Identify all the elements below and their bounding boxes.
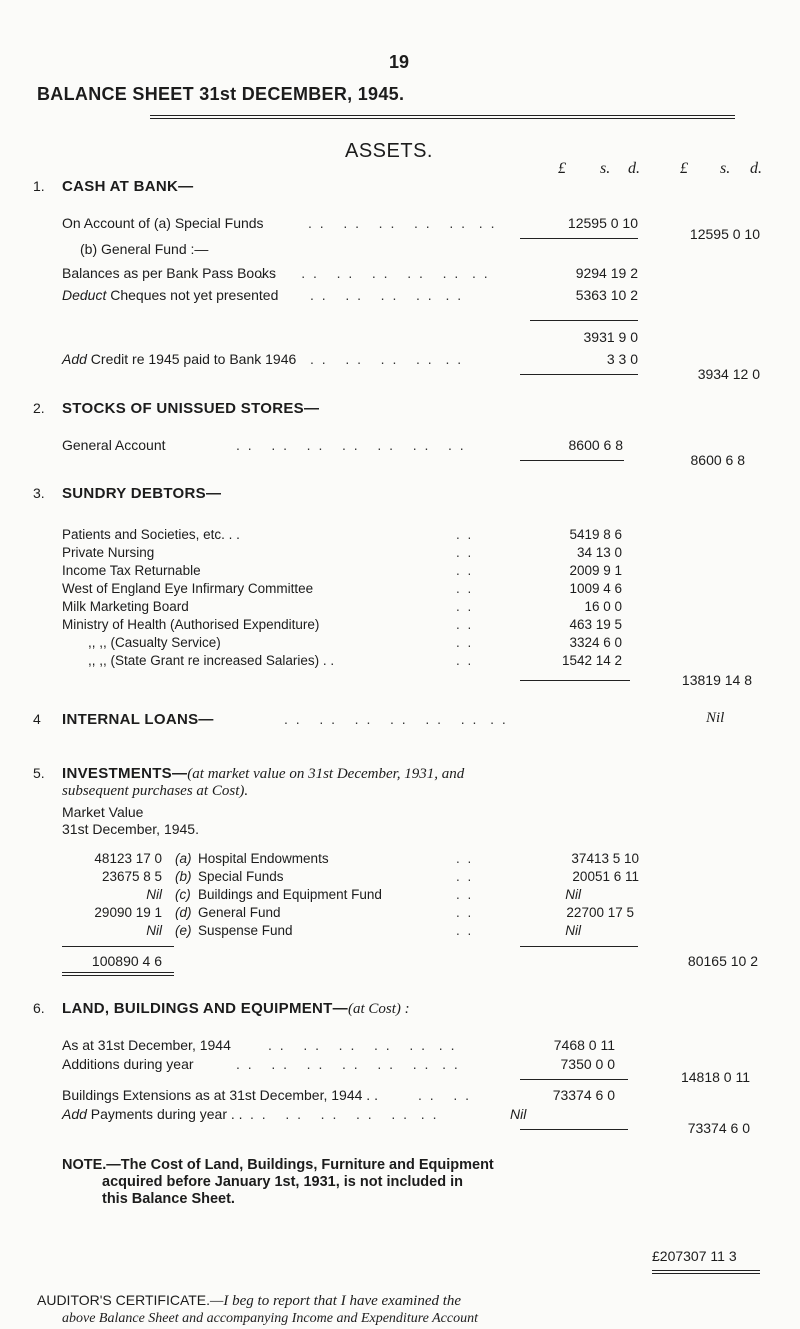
extensions-label: Buildings Extensions as at 31st December, 1944 . . xyxy=(62,1087,378,1103)
leader-dots: . . . . . . . . . . . . . . xyxy=(236,437,466,453)
investment-label: Special Funds xyxy=(198,869,284,884)
section6-title-note: (at Cost) : xyxy=(347,1001,410,1017)
investment-amount: 20051 6 11 xyxy=(572,869,639,884)
market-value: Nil xyxy=(146,887,162,902)
investment-label: Buildings and Equipment Fund xyxy=(198,887,382,902)
debtor-label: West of England Eye Infirmary Committee xyxy=(62,581,314,596)
balances-label: Balances as per Bank Pass Books xyxy=(62,265,277,281)
special-funds-total: 12595 0 10 xyxy=(689,226,760,242)
section1-title: CASH AT BANK— xyxy=(62,178,194,195)
page-number: 19 xyxy=(389,52,410,72)
section2-title: STOCKS OF UNISSUED STORES— xyxy=(62,400,320,417)
additions-amount: 7350 0 0 xyxy=(560,1056,615,1072)
land-total: 73374 6 0 xyxy=(687,1120,750,1136)
assets-heading: ASSETS. xyxy=(345,140,433,162)
investment-amount: 37413 5 10 xyxy=(571,851,639,866)
debtor-amount: 16 0 0 xyxy=(584,599,622,614)
debtor-amount: 34 13 0 xyxy=(576,545,622,560)
market-value: 48123 17 0 xyxy=(94,851,162,866)
section3-number: 3. xyxy=(33,485,45,501)
leader-dots: . . . . . . . . . . xyxy=(456,851,474,938)
title-double-rule xyxy=(150,115,735,119)
market-value-total: 100890 4 6 xyxy=(91,953,162,969)
balances-amount: 9294 19 2 xyxy=(575,265,638,281)
col-pound-2: £ xyxy=(680,160,688,177)
subtotal-rule xyxy=(530,320,638,321)
col-pence-1: d. xyxy=(628,160,640,177)
section5-title-note: (at market value on 31st December, 1931, and xyxy=(187,766,465,782)
grand-total: £207307 11 3 xyxy=(652,1248,737,1264)
debtor-label: Private Nursing xyxy=(62,545,155,560)
investment-label: Suspense Fund xyxy=(198,923,293,938)
additions-label: Additions during year xyxy=(62,1056,194,1072)
investments-total: 80165 10 2 xyxy=(687,953,758,969)
section2-number: 2. xyxy=(33,400,45,416)
section1-number: 1. xyxy=(33,178,45,194)
debtor-amount: 2009 9 1 xyxy=(569,563,622,578)
internal-loans-total: Nil xyxy=(706,710,725,726)
section3-title: SUNDRY DEBTORS— xyxy=(62,485,222,502)
section6-title: LAND, BUILDINGS AND EQUIPMENT— xyxy=(62,1000,348,1017)
subtotal-rule xyxy=(520,238,638,239)
leader-dots: . . . . xyxy=(418,1087,472,1103)
extensions-amount: 73374 6 0 xyxy=(552,1087,615,1103)
stores-total: 8600 6 8 xyxy=(690,452,745,468)
subtotal-rule xyxy=(520,1079,628,1080)
deduct-line xyxy=(62,287,278,303)
leader-dots: . . . . . . . . . . . . xyxy=(308,215,497,231)
col-pound-1: £ xyxy=(558,160,566,177)
subtotal-rule xyxy=(520,374,638,375)
debtor-label: ,, ,, (Casualty Service) xyxy=(88,635,221,650)
leader-dots: . . . . . . . . . . . . . . xyxy=(236,1056,460,1072)
market-value-label: Market Value xyxy=(62,804,144,820)
section5-heading xyxy=(62,765,464,783)
auditor-certificate xyxy=(37,1292,461,1310)
debtor-label: ,, ,, (State Grant re increased Salaries) . . xyxy=(88,653,335,668)
cost-note-line: this Balance Sheet. xyxy=(102,1191,235,1207)
debtor-label: Ministry of Health (Authorised Expenditure) xyxy=(62,617,320,632)
deduct-amount: 5363 10 2 xyxy=(575,287,638,303)
market-value-date: 31st December, 1945. xyxy=(62,821,199,837)
market-value: Nil xyxy=(146,923,162,938)
deduct-label: Cheques not yet presented xyxy=(106,287,279,303)
add-payments-prefix: Add xyxy=(62,1106,87,1122)
debtor-label: Milk Marketing Board xyxy=(62,599,189,614)
col-pence-2: d. xyxy=(750,160,762,177)
investment-amount: Nil xyxy=(565,887,581,902)
add-payments-amount: Nil xyxy=(510,1106,527,1122)
leader-dots: . . . . . . . . . . xyxy=(310,287,464,303)
auditor-text: —I beg to report that I have examined the xyxy=(210,1293,462,1309)
cost-note-line: NOTE.—The Cost of Land, Buildings, Furniture and Equipment xyxy=(62,1157,494,1173)
debtor-amount: 1009 4 6 xyxy=(569,581,622,596)
page-title: BALANCE SHEET 31st DECEMBER, 1945. xyxy=(37,84,405,104)
add-credit-label: Credit re 1945 paid to Bank 1946 xyxy=(86,351,297,367)
col-shilling-2: s. xyxy=(720,160,731,177)
investment-amount: Nil xyxy=(565,923,581,938)
land-subtotal: 14818 0 11 xyxy=(680,1069,750,1085)
leader-dots: . . . . . . . . . . . . xyxy=(268,1037,457,1053)
investment-labels xyxy=(198,850,382,940)
market-value-rule xyxy=(62,946,174,947)
leader-dots: . . . . . . . . . . xyxy=(310,351,464,367)
add-credit-amount: 3 3 0 xyxy=(606,351,638,367)
add-payments-label: Payments during year . . xyxy=(86,1106,243,1122)
section4-number: 4 xyxy=(33,711,41,727)
debtor-amount: 1542 14 2 xyxy=(561,653,622,668)
cash-subtotal: 3931 9 0 xyxy=(583,329,638,345)
cost-note xyxy=(62,1157,494,1208)
asat-amount: 7468 0 11 xyxy=(553,1037,615,1053)
special-funds-amount: 12595 0 10 xyxy=(567,215,638,231)
investment-keys: (a) (b) (c) (d) (e) xyxy=(175,851,192,938)
debtor-amount: 463 19 5 xyxy=(569,617,622,632)
cost-note-line: acquired before January 1st, 1931, is not included in xyxy=(102,1174,463,1190)
add-prefix: Add xyxy=(62,351,87,367)
investment-amount: 22700 17 5 xyxy=(566,905,634,920)
market-value-double-rule xyxy=(62,972,174,976)
debtor-label: Patients and Societies, etc. . . xyxy=(62,527,240,542)
market-values xyxy=(94,850,162,940)
section6-heading xyxy=(62,1000,410,1018)
debtor-amount: 3324 6 0 xyxy=(569,635,622,650)
deduct-prefix: Deduct xyxy=(62,287,107,303)
subtotal-rule xyxy=(520,680,630,681)
market-value: 29090 19 1 xyxy=(94,905,162,920)
special-funds-label: On Account of (a) Special Funds xyxy=(62,215,264,231)
section5-title-note2: subsequent purchases at Cost). xyxy=(62,783,249,799)
col-shilling-1: s. xyxy=(600,160,611,177)
auditor-heading: AUDITOR'S CERTIFICATE. xyxy=(37,1292,211,1308)
subtotal-rule xyxy=(520,1129,628,1130)
add-credit-line xyxy=(62,351,296,367)
section5-title: INVESTMENTS— xyxy=(62,765,188,782)
general-fund-label: (b) General Fund :— xyxy=(80,241,209,257)
section4-title: INTERNAL LOANS— xyxy=(62,711,214,728)
stores-label: General Account xyxy=(62,437,166,453)
asat-label: As at 31st December, 1944 xyxy=(62,1037,231,1053)
grand-total-double-rule xyxy=(652,1270,760,1274)
debtors-labels xyxy=(62,526,334,670)
debtor-label: Income Tax Returnable xyxy=(62,563,201,578)
debtor-amount: 5419 8 6 xyxy=(569,527,622,542)
section6-number: 6. xyxy=(33,1000,45,1016)
debtors-amounts xyxy=(562,526,622,670)
debtors-total: 13819 14 8 xyxy=(681,672,752,688)
add-payments-line xyxy=(62,1106,243,1122)
cash-total: 3934 12 0 xyxy=(697,366,760,382)
subtotal-rule xyxy=(520,460,624,461)
investment-label: General Fund xyxy=(198,905,281,920)
leader-dots: . . . . . . . . . . . . . . . . xyxy=(456,527,474,668)
auditor-text-line2: above Balance Sheet and accompanying Income and Expenditure Account xyxy=(62,1311,478,1326)
investment-label: Hospital Endowments xyxy=(198,851,329,866)
leader-dots: . . . . . . . . . . . . . . xyxy=(260,265,490,281)
leader-dots: . . . . . . . . . . . . . . xyxy=(284,711,508,727)
section5-number: 5. xyxy=(33,765,45,781)
stores-amount: 8600 6 8 xyxy=(568,437,623,453)
market-value: 23675 8 5 xyxy=(101,869,162,884)
subtotal-rule xyxy=(520,946,638,947)
leader-dots: . . . . . . . . . . . . xyxy=(250,1106,439,1122)
investment-amounts xyxy=(565,850,639,940)
